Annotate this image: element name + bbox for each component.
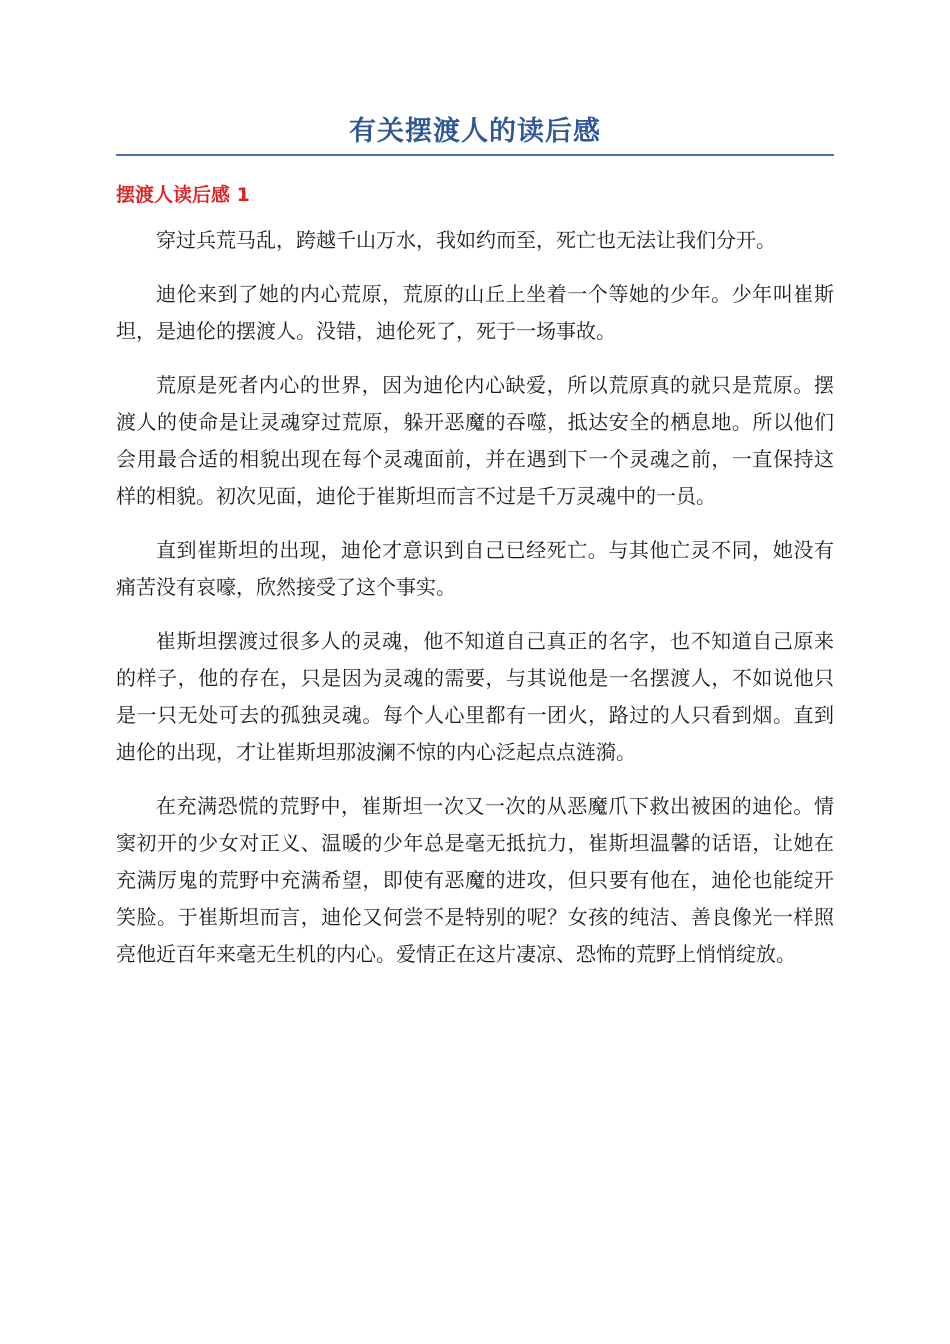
paragraph: 迪伦来到了她的内心荒原，荒原的山丘上坐着一个等她的少年。少年叫崔斯坦，是迪伦的摆渡人。没错，迪伦死了，死于一场事故。 [116, 282, 834, 343]
paragraph: 穿过兵荒马乱，跨越千山万水，我如约而至，死亡也无法让我们分开。 [156, 228, 776, 252]
title-divider [116, 154, 834, 156]
paragraph: 直到崔斯坦的出现，迪伦才意识到自己已经死亡。与其他亡灵不同，她没有痛苦没有哀嚎，欣然接受了这个事实。 [116, 538, 834, 599]
document-title: 有关摆渡人的读后感 [349, 116, 601, 147]
paragraph: 荒原是死者内心的世界，因为迪伦内心缺爱，所以荒原真的就只是荒原。摆渡人的使命是让灵魂穿过荒原，躲开恶魔的吞噬，抵达安全的栖息地。所以他们会用最合适的相貌出现在每个灵魂面前，并在遇到下一个灵魂之前，一直保持这样的相貌。初次见面，迪伦于崔斯坦而言不过是千万灵魂中的一员。 [116, 373, 834, 508]
paragraph: 在充满恐慌的荒野中，崔斯坦一次又一次的从恶魔爪下救出被困的迪伦。情窦初开的少女对正义、温暖的少年总是毫无抵抗力，崔斯坦温馨的话语，让她在充满厉鬼的荒野中充满希望，即使有恶魔的进攻，但只要有他在，迪伦也能绽开笑脸。于崔斯坦而言，迪伦又何尝不是特别的呢？女孩的纯洁、善良像光一样照亮他近百年来毫无生机的内心。爱情正在这片凄凉、恐怖的荒野上悄悄绽放。 [116, 794, 834, 966]
body-text [116, 222, 834, 990]
section-heading: 摆渡人读后感 1 [116, 184, 250, 206]
paragraph: 崔斯坦摆渡过很多人的灵魂，他不知道自己真正的名字，也不知道自己原来的样子，他的存在，只是因为灵魂的需要，与其说他是一名摆渡人，不如说他只是一只无处可去的孤独灵魂。每个人心里都有一团火，路过的人只看到烟。直到迪伦的出现，才让崔斯坦那波澜不惊的内心泛起点点涟漪。 [116, 629, 834, 764]
